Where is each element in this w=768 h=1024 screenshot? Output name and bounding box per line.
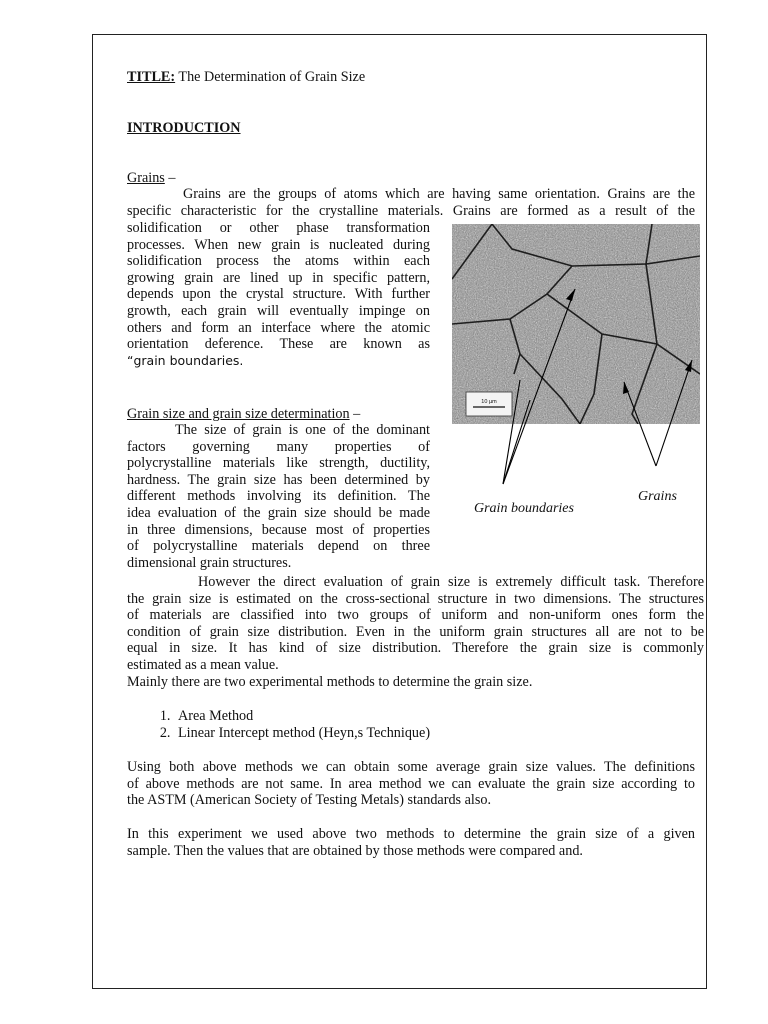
grain-size-wrap-line: hardness. The grain size has been determined by	[127, 471, 430, 488]
methods-intro: Mainly there are two experimental methods to determine the grain size.	[127, 673, 533, 690]
scale-bar-label: 10 µm	[481, 399, 497, 405]
grains-wrap-last: “grain boundaries.	[127, 352, 244, 368]
grains-wrap-line: others and form an interface where the atomic	[127, 319, 430, 336]
experiment-line: In this experiment we used above two methods to determine the grain size of a given	[127, 826, 695, 842]
grain-size-wrap-line: factors governing many properties of	[127, 438, 430, 455]
grain-size-wrap-line: idea evaluation of the grain size should be made	[127, 504, 430, 521]
caption-grain-boundaries: Grain boundaries	[474, 501, 574, 516]
grain-size-wrap-line: in three dimensions, because most of properties	[127, 521, 430, 538]
para2-line: condition of grain size distribution. Even in the uniform grain structures all are not to be	[127, 623, 704, 640]
both-line: of above methods are not same. In area method we can evaluate the grain size according to	[127, 775, 695, 792]
experiment-last: sample. Then the values that are obtained by those methods were compared and.	[127, 842, 583, 859]
grains-wrap-line: solidification or other phase transformation	[127, 220, 430, 236]
grains-wrap-line: growth, each grain will eventually impinge on	[127, 302, 430, 319]
grain-size-wrap-line: of polycrystalline materials depend on three	[127, 538, 430, 555]
grains-wrap-line: solidification process the atoms within each	[127, 253, 430, 270]
title-text: The Determination of Grain Size	[175, 69, 366, 85]
grains-wrap-line: processes. When new grain is nucleated during	[127, 236, 430, 253]
grains-wrap-line: growing grain are lined up in specific pattern,	[127, 269, 430, 286]
grain-size-wrap-last: dimensional grain structures.	[127, 554, 292, 571]
grain-size-heading-dash: –	[349, 406, 361, 422]
grains-heading-text: Grains	[127, 170, 165, 186]
arrow-grain-boundary-1	[503, 289, 575, 484]
arrowhead-icon	[685, 360, 692, 372]
arrowhead-icon	[623, 382, 629, 394]
para2-first-line: However the direct evaluation of grain size is extremely difficult task. Therefore	[198, 574, 704, 590]
grain-size-wrap-line: polycrystalline materials like strength, ductility,	[127, 455, 430, 472]
arrow-grain-boundary-2	[503, 380, 520, 484]
both-line: Using both above methods we can obtain some average grain size values. The definitions	[127, 759, 695, 775]
both-last: the ASTM (American Society of Testing Metals) standards also.	[127, 792, 492, 809]
grains-line-2: specific characteristic for the crystalline materials. Grains are formed as a result of the	[127, 203, 695, 219]
arrow-grain-1	[624, 382, 656, 466]
para2-line: equal in size. It has kind of size distribution. Therefore the grain size is commonly	[127, 640, 704, 657]
para2-line: the grain size is estimated on the cross-sectional structure in two dimensions. The structures	[127, 590, 704, 607]
grains-wrap-line: orientation deference. These are known as	[127, 336, 430, 353]
caption-grains: Grains	[638, 489, 677, 504]
title-label: TITLE:	[127, 69, 176, 85]
arrowhead-icon	[566, 289, 575, 301]
grain-size-wrap-line: different methods involving its definition. The	[127, 488, 430, 505]
para2-line: of materials are classified into two groups of uniform and non-uniform ones form the	[127, 607, 704, 624]
introduction-heading: INTRODUCTION	[127, 120, 241, 136]
grain-size-first-line: The size of grain is one of the dominant	[175, 422, 430, 438]
arrow-grain-boundary-3	[503, 400, 530, 484]
para2-last: estimated as a mean value.	[127, 656, 279, 673]
method-item: 1. Area Method	[174, 708, 687, 725]
grain-size-heading-text: Grain size and grain size determination	[127, 406, 350, 422]
grains-wrap-line: depends upon the crystal structure. With further	[127, 286, 430, 303]
arrow-grain-2	[656, 360, 692, 466]
grains-heading-dash: –	[164, 170, 176, 186]
method-item: 2. Linear Intercept method (Heyn,s Technique)	[174, 725, 687, 742]
grains-line-1: Grains are the groups of atoms which are having same orientation. Grains are the	[183, 186, 695, 202]
